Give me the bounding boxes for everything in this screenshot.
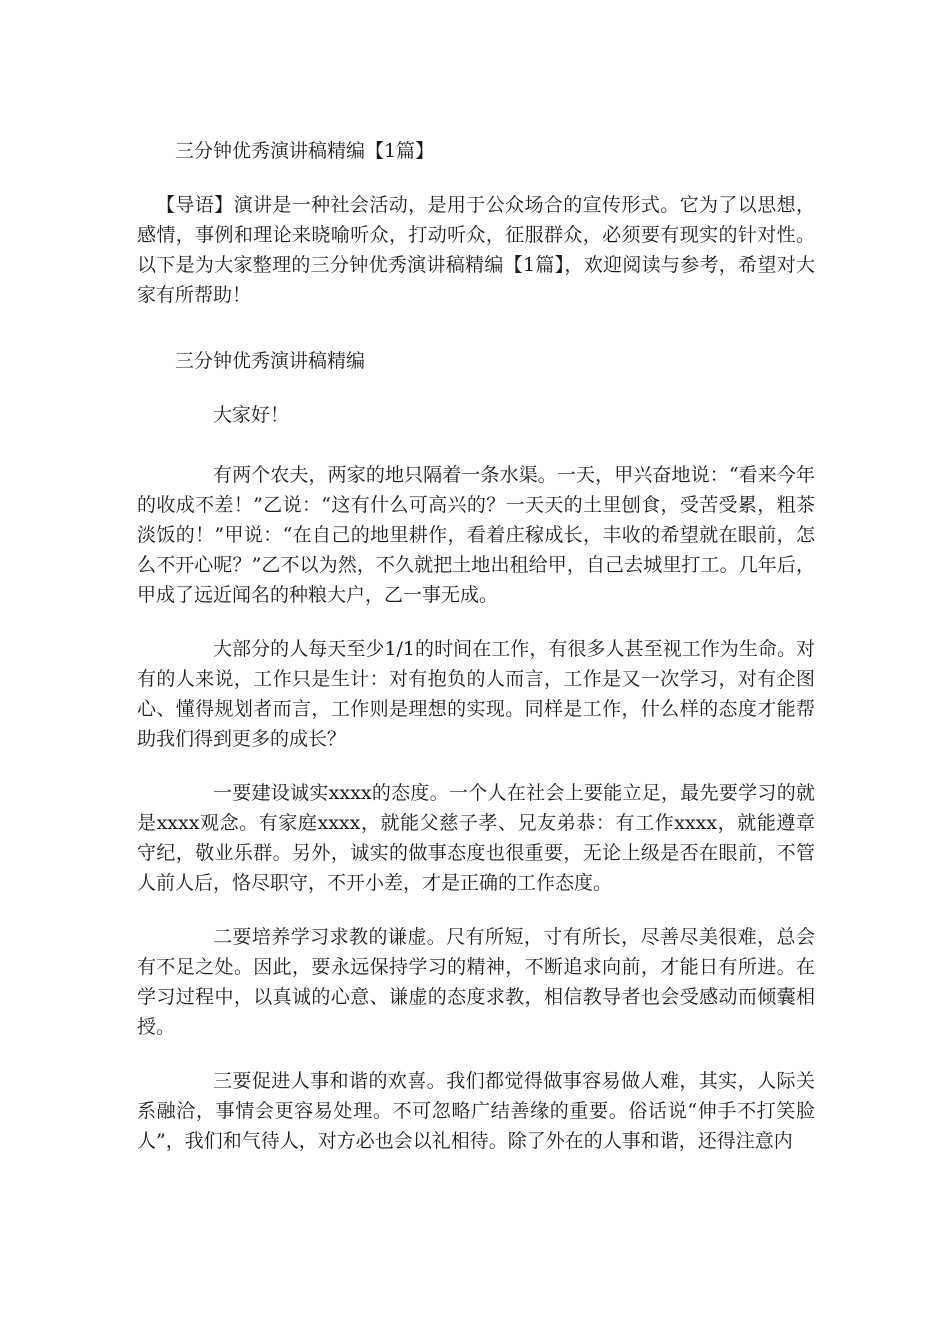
body-paragraph: 有两个农夫，两家的地只隔着一条水渠。一天，甲兴奋地说：“看来今年的收成不差！”乙说：“这有什么可高兴的？一天天的土里刨食，受苦受累，粗茶淡饭的！”甲说：“在自己的地里耕作，看着庄稼成长，丰收的希望就在眼前，怎么不开心呢？”乙不以为然，不久就把土地出租给甲，自己去城里打工。几年后，甲成了远近闻名的种粮大户，乙一事无成。 bbox=[137, 464, 815, 606]
greeting: 大家好！ bbox=[213, 404, 290, 426]
body-paragraph: 大部分的人每天至少1/1的时间在工作，有很多人甚至视工作为生命。对有的人来说，工作只是生计：对有抱负的人而言，工作是又一次学习，对有企图心、懂得规划者而言，工作则是理想的实现。同样是工作，什么样的态度才能帮助我们得到更多的成长？ bbox=[137, 638, 815, 750]
body-paragraph: 一要建设诚实xxxx的态度。一个人在社会上要能立足，最先要学习的就是xxxx观念。有家庭xxxx，就能父慈子孝、兄友弟恭：有工作xxxx，就能遵章守纪，敬业乐群。另外，诚实的做事态度也很重要，无论上级是否在眼前，不管人前人后，恪尽职守，不开小差，才是正确的工作态度。 bbox=[137, 782, 815, 894]
document-title: 三分钟优秀演讲稿精编【1篇】 bbox=[175, 140, 435, 162]
speech-subtitle: 三分钟优秀演讲稿精编 bbox=[175, 350, 366, 372]
intro-paragraph: 【导语】演讲是一种社会活动，是用于公众场合的宣传形式。它为了以思想，感情，事例和理论来晓喻听众，打动听众，征服群众，必须要有现实的针对性。以下是为大家整理的三分钟优秀演讲稿精编【1篇】，欢迎阅读与参考，希望对大家有所帮助！ bbox=[137, 194, 815, 306]
body-paragraph: 二要培养学习求教的谦虚。尺有所短，寸有所长，尽善尽美很难，总会有不足之处。因此，要永远保持学习的精神，不断追求向前，才能日有所进。在学习过程中，以真诚的心意、谦虚的态度求教，相信教导者也会受感动而倾囊相授。 bbox=[137, 926, 815, 1038]
body-paragraph: 三要促进人事和谐的欢喜。我们都觉得做事容易做人难，其实，人际关系融洽，事情会更容易处理。不可忽略广结善缘的重要。俗话说“伸手不打笑脸人”，我们和气待人，对方必也会以礼相待。除了外在的人事和谐，还得注意内 bbox=[137, 1070, 815, 1152]
document-body bbox=[137, 136, 815, 1156]
